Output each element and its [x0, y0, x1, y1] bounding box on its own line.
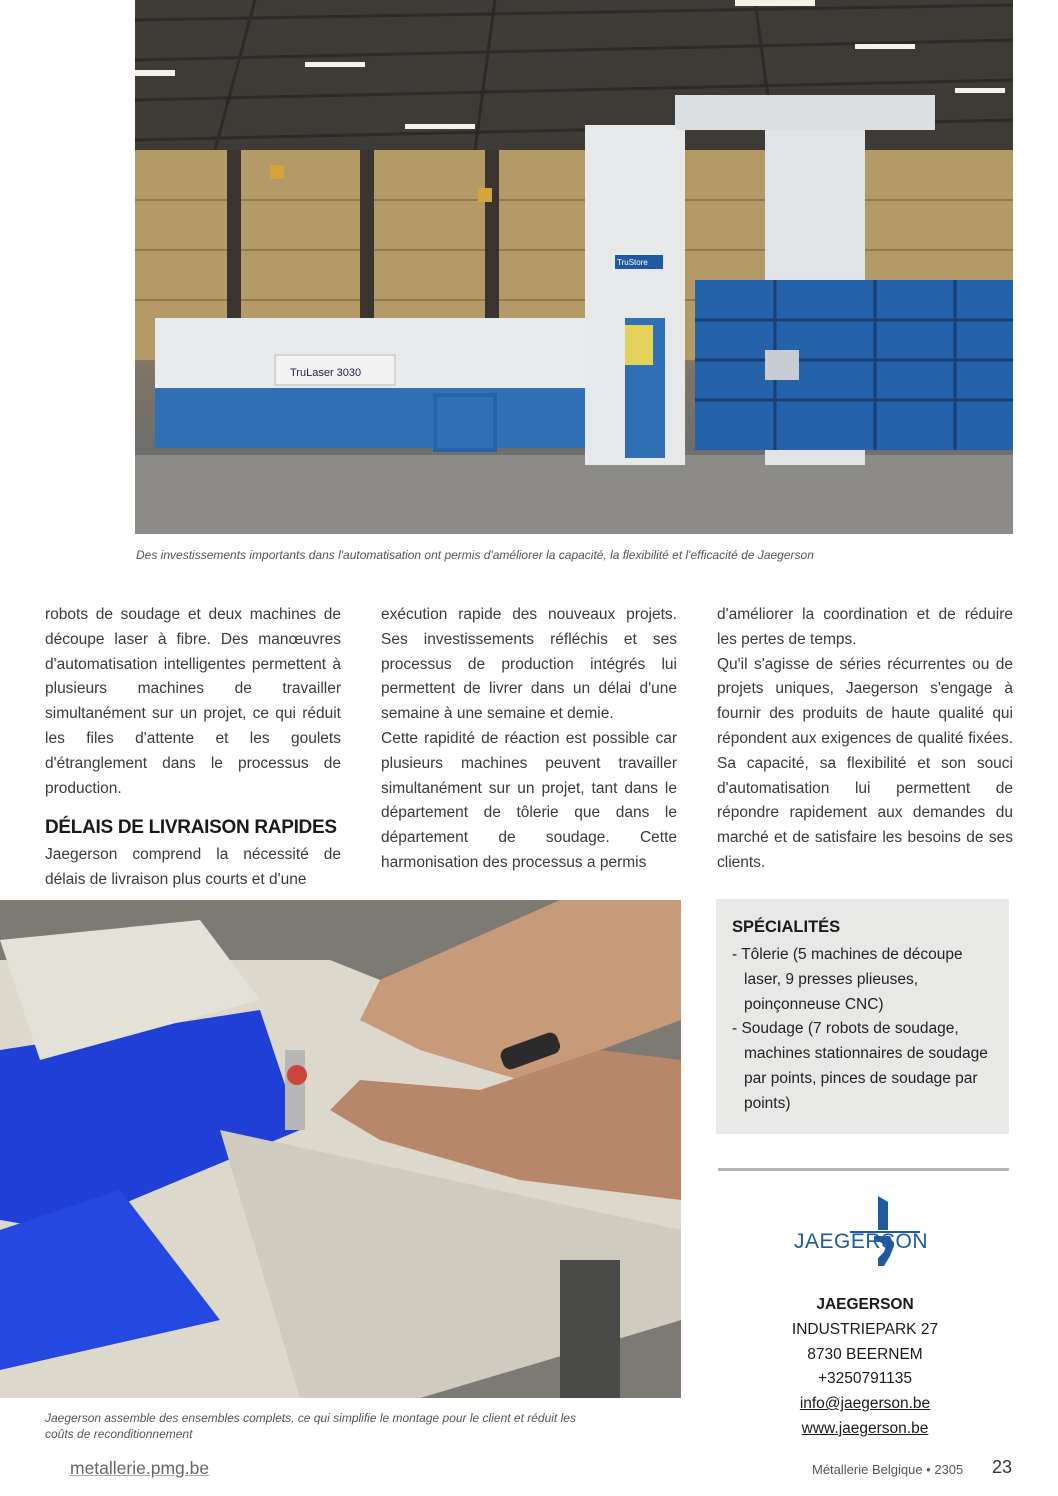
footer-issue: Métallerie Belgique • 2305: [812, 1462, 964, 1477]
bottom-photo-caption: Jaegerson assemble des ensembles complets, ce qui simplifie le montage pour le client et réduit les coûts de reconditionnement: [45, 1411, 576, 1441]
city: 8730 BEERNEM: [807, 1345, 923, 1363]
website-link[interactable]: www.jaegerson.be: [801, 1419, 929, 1437]
assembly-photo-illustration: [0, 900, 681, 1398]
footer-site-link[interactable]: metallerie.pmg.be: [70, 1458, 210, 1478]
specialties-box: [716, 899, 1009, 1134]
article-column-2: [381, 603, 677, 876]
assembly-photo: [0, 900, 681, 1398]
machine-label-trulaser: TruLaser 3030: [290, 367, 362, 379]
phone: +3250791135: [817, 1370, 913, 1388]
company-name: JAEGERSON: [816, 1296, 914, 1313]
article-column-1: [45, 603, 341, 893]
article-column-3: [717, 603, 1013, 876]
specialties-title: SPÉCIALITÉS: [732, 918, 841, 936]
column-1-paragraph-1: robots de soudage et deux machines de découpe laser à fibre. Des manœuvres d'automatisation intelligentes permettent à plusieurs machines de travailler simultanément sur un projet, ce qui réduit les files d'attente et les goulets d'étranglement dans le processus de production.: [45, 606, 341, 797]
email-link[interactable]: info@jaegerson.be: [799, 1395, 931, 1413]
column-1-paragraph-2: Jaegerson comprend la nécessité de délais de livraison plus courts et d'une: [45, 846, 341, 889]
machine-label-trustore: TruStore: [617, 258, 648, 267]
factory-photo: [135, 0, 1013, 534]
address: INDUSTRIEPARK 27: [791, 1320, 939, 1338]
column-2-paragraph-1: exécution rapide des nouveaux projets. Ses investissements réfléchis et ses processus de production intégrés lui permettent de livrer dans un délai d'une semaine à une semaine et demie.: [381, 606, 677, 723]
column-3-paragraph-1: d'améliorer la coordination et de réduire les pertes de temps.: [717, 606, 1013, 648]
specialty-item: - Tôlerie (5 machines de découpe laser, 9 presses plieuses, poinçonneuse CNC): [732, 946, 963, 1013]
logo-wordmark: JAEGERSON: [794, 1230, 929, 1253]
contact-block: [760, 1293, 970, 1442]
section-heading: DÉLAIS DE LIVRAISON RAPIDES: [45, 817, 337, 839]
jaegerson-logo: [790, 1196, 940, 1268]
specialty-item: - Soudage (7 robots de soudage, machines stationnaires de soudage par points, pinces de soudage par points): [732, 1020, 988, 1112]
column-2-paragraph-2: Cette rapidité de réaction est possible car plusieurs machines peuvent travailler simultanément sur un projet, tant dans le département de tôlerie que dans le département de soudage. Cette harmonisation des processus a permis: [381, 729, 677, 871]
top-photo-caption: Des investissements importants dans l'automatisation ont permis d'améliorer la capacité, la flexibilité et l'efficacité de Jaegerson: [136, 548, 814, 562]
page-number: 23: [992, 1457, 1013, 1477]
factory-photo-illustration: [135, 0, 1013, 534]
column-3-paragraph-2: Qu'il s'agisse de séries récurrentes ou de projets uniques, Jaegerson s'engage à fournir des produits de haute qualité qui répondent aux exigences de qualité fixées. Sa capacité, sa flexibilité et son souci d'automatisation lui permettent de répondre rapidement aux demandes du marché et de satisfaire les besoins de ses clients.: [717, 655, 1013, 871]
divider: [718, 1168, 1009, 1171]
